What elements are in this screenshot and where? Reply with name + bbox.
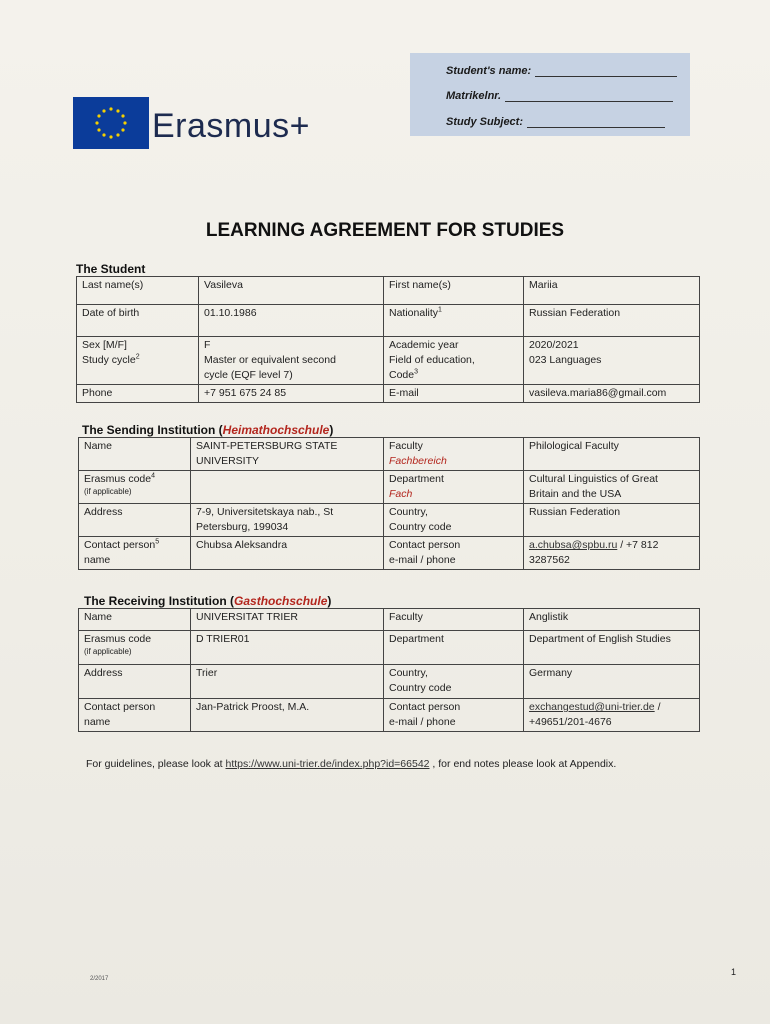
receiving-code-if-applicable: (if applicable) xyxy=(84,647,132,656)
nationality-value: Russian Federation xyxy=(524,305,700,337)
code-if-applicable: (if applicable) xyxy=(84,487,132,496)
receiving-address-label: Address xyxy=(79,665,191,699)
table-row xyxy=(79,438,700,471)
field-label-line2: Code$^3$ xyxy=(389,368,419,381)
sending-country-value: Russian Federation xyxy=(524,504,700,537)
receiving-section-heading: The Receiving Institution (Gasthochschule) xyxy=(84,594,332,608)
student-name-label: Student's name: xyxy=(446,65,532,77)
first-name-value: Mariia xyxy=(524,277,700,305)
receiving-institution-table xyxy=(78,608,700,732)
phone-label: Phone xyxy=(77,385,199,403)
erasmus-logo-text: Erasmus+ xyxy=(152,107,310,145)
receiving-country-label: Country, Country code xyxy=(384,665,524,699)
student-table xyxy=(76,276,700,403)
sending-code-value xyxy=(191,471,384,504)
table-row xyxy=(79,504,700,537)
receiving-code-label: Erasmus code (if applicable) xyxy=(79,631,191,665)
matrikel-row xyxy=(446,90,673,102)
dept-label-de: Fach xyxy=(389,488,413,500)
guidelines-link[interactable]: https://www.uni-trier.de/index.php?id=66542 xyxy=(225,758,430,770)
sex-cycle-values xyxy=(199,337,384,385)
field-value: 023 Languages xyxy=(529,354,602,366)
receiving-faculty-value: Anglistik xyxy=(524,609,700,631)
cycle-label: Study cycle$^2$ xyxy=(82,353,140,366)
sending-code-label: Erasmus code$^4$ (if applicable) xyxy=(79,471,191,504)
cycle-note: 2 xyxy=(135,353,140,361)
dob-value: 01.10.1986 xyxy=(199,305,384,337)
receiving-contact-email-link[interactable]: exchangestud@uni-trier.de xyxy=(529,701,655,713)
first-name-label: First name(s) xyxy=(384,277,524,305)
student-info-box xyxy=(410,53,690,136)
table-row xyxy=(77,385,700,403)
last-name-value: Vasileva xyxy=(199,277,384,305)
sending-name-label: Name xyxy=(79,438,191,471)
receiving-address-value: Trier xyxy=(191,665,384,699)
study-subject-label: Study Subject: xyxy=(446,116,524,128)
sending-faculty-label: Faculty Fachbereich xyxy=(384,438,524,471)
sending-country-label: Country, Country code xyxy=(384,504,524,537)
academic-year-value: 2020/2021 xyxy=(529,339,579,351)
faculty-label-de: Fachbereich xyxy=(389,455,447,467)
table-row xyxy=(79,631,700,665)
receiving-country-value: Germany xyxy=(524,665,700,699)
sending-contact-label: Contact person$^5$ name xyxy=(79,537,191,570)
receiving-contact-mail-value: exchangestud@uni-trier.de / +49651/201-4676 xyxy=(524,699,700,732)
sending-address-value: 7-9, Universitetskaya nab., St Petersburg, 199034 xyxy=(191,504,384,537)
table-row xyxy=(79,537,700,570)
sending-contact-value: Chubsa Aleksandra xyxy=(191,537,384,570)
code-note: 4 xyxy=(151,472,156,480)
nationality-note: 1 xyxy=(438,306,442,314)
version-footnote: 2/2017 xyxy=(90,976,109,982)
sending-contact-mail-value: a.chubsa@spbu.ru / +7 812 3287562 xyxy=(524,537,700,570)
sending-institution-table xyxy=(78,437,700,570)
sending-heading-em: Heimathochschule xyxy=(222,423,330,437)
cycle-value-line2: cycle (EQF level 7) xyxy=(204,369,293,381)
email-label: E-mail xyxy=(384,385,524,403)
receiving-name-label: Name xyxy=(79,609,191,631)
receiving-name-value: UNIVERSITAT TRIER xyxy=(191,609,384,631)
student-name-blank xyxy=(535,67,677,77)
table-row xyxy=(79,471,700,504)
sending-dept-value: Cultural Linguistics of Great Britain and the USA xyxy=(524,471,700,504)
year-field-labels xyxy=(384,337,524,385)
table-row xyxy=(77,305,700,337)
student-section-heading: The Student xyxy=(76,262,146,276)
field-label-line1: Field of education, xyxy=(389,354,475,366)
table-row xyxy=(77,277,700,305)
sending-contact-mail-label: Contact person e-mail / phone xyxy=(384,537,524,570)
year-field-values xyxy=(524,337,700,385)
sex-value: F xyxy=(204,339,211,351)
receiving-contact-value: Jan-Patrick Proost, M.A. xyxy=(191,699,384,732)
student-name-row xyxy=(446,65,677,77)
contact-note: 5 xyxy=(155,538,160,546)
receiving-code-value: D TRIER01 xyxy=(191,631,384,665)
matrikel-blank xyxy=(505,92,673,102)
table-row xyxy=(79,699,700,732)
guidelines-text: For guidelines, please look at https://www.uni-trier.de/index.php?id=66542 , for end notes please look at Appendix. xyxy=(86,758,617,770)
study-subject-row xyxy=(446,116,665,128)
field-note: 3 xyxy=(414,368,419,376)
receiving-contact-mail-label: Contact person e-mail / phone xyxy=(384,699,524,732)
page-title: LEARNING AGREEMENT FOR STUDIES xyxy=(205,220,565,241)
sending-faculty-value: Philological Faculty xyxy=(524,438,700,471)
dob-label: Date of birth xyxy=(77,305,199,337)
table-row xyxy=(77,337,700,385)
cycle-value-line1: Master or equivalent second xyxy=(204,354,336,366)
table-row xyxy=(79,609,700,631)
receiving-contact-label: Contact person name xyxy=(79,699,191,732)
sending-contact-email-link[interactable]: a.chubsa@spbu.ru xyxy=(529,539,618,551)
email-value: vasileva.maria86@gmail.com xyxy=(524,385,700,403)
eu-flag-icon xyxy=(73,97,149,149)
receiving-dept-label: Department xyxy=(384,631,524,665)
sending-name-value: SAINT-PETERSBURG STATE UNIVERSITY xyxy=(191,438,384,471)
sending-address-label: Address xyxy=(79,504,191,537)
page-number: 1 xyxy=(731,967,737,977)
receiving-dept-value: Department of English Studies xyxy=(524,631,700,665)
study-subject-blank xyxy=(527,118,665,128)
nationality-label: Nationality$^1$ xyxy=(384,305,524,337)
sex-label: Sex [M/F] xyxy=(82,339,127,351)
receiving-faculty-label: Faculty xyxy=(384,609,524,631)
phone-value: +7 951 675 24 85 xyxy=(199,385,384,403)
academic-year-label: Academic year xyxy=(389,339,459,351)
sex-cycle-labels xyxy=(77,337,199,385)
matrikel-label: Matrikelnr. xyxy=(446,90,502,102)
last-name-label: Last name(s) xyxy=(77,277,199,305)
sending-section-heading: The Sending Institution (Heimathochschule) xyxy=(82,423,334,437)
receiving-heading-em: Gasthochschule xyxy=(234,594,328,608)
sending-dept-label: Department Fach xyxy=(384,471,524,504)
table-row xyxy=(79,665,700,699)
